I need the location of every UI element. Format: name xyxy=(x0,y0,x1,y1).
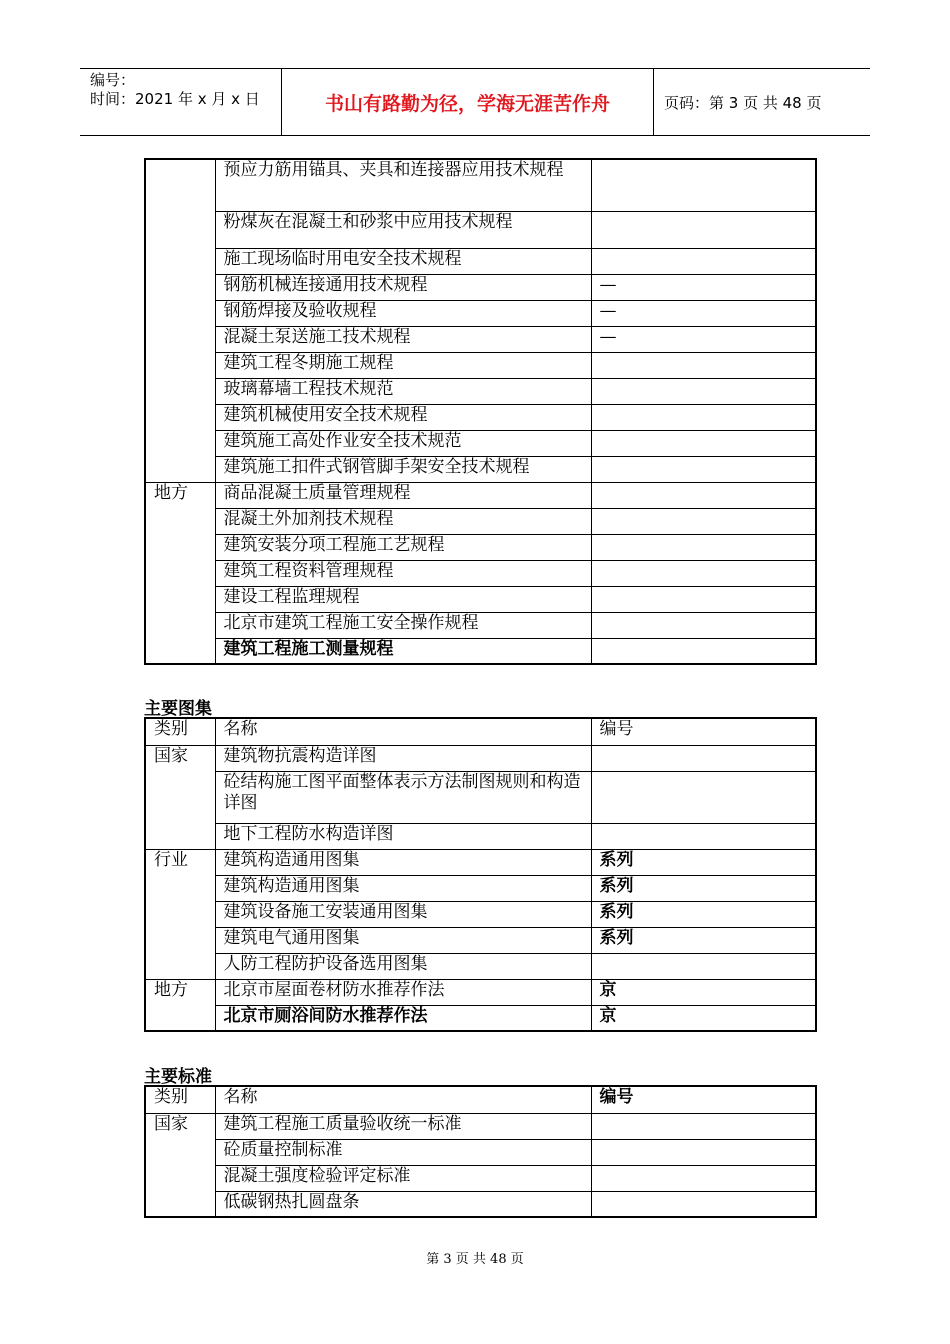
table-cell: 系列 xyxy=(591,875,816,901)
table-cell: 建筑工程施工质量验收统一标准 xyxy=(215,1113,591,1139)
table-cell xyxy=(591,560,816,586)
table-cell xyxy=(591,248,816,274)
table-cell: 建筑工程施工测量规程 xyxy=(215,638,591,664)
table-cell xyxy=(591,1113,816,1139)
table-cell: 建筑工程资料管理规程 xyxy=(215,560,591,586)
page-header xyxy=(80,68,870,136)
table-cell: — xyxy=(591,326,816,352)
table-cell: 北京市厕浴间防水推荐作法 xyxy=(215,1005,591,1031)
table-cell: 砼结构施工图平面整体表示方法制图规则和构造详图 xyxy=(215,771,591,823)
table-cell xyxy=(591,1191,816,1217)
header-page: 页码：第 3 页 共 48 页 xyxy=(664,93,822,112)
table-cell: 玻璃幕墙工程技术规范 xyxy=(215,378,591,404)
header-cell: 编号 xyxy=(591,718,816,745)
table-cell: 商品混凝土质量管理规程 xyxy=(215,482,591,508)
table-cell: 建筑机械使用安全技术规程 xyxy=(215,404,591,430)
table-cell: 京 xyxy=(591,1005,816,1031)
table-cell xyxy=(591,745,816,771)
table-cell: 混凝土泵送施工技术规程 xyxy=(215,326,591,352)
table-cell: 建筑施工扣件式钢管脚手架安全技术规程 xyxy=(215,456,591,482)
table-cell xyxy=(591,1165,816,1191)
table-cell: 系列 xyxy=(591,927,816,953)
header-meta xyxy=(80,69,282,135)
table-cell xyxy=(591,953,816,979)
table-cell: 钢筋焊接及验收规程 xyxy=(215,300,591,326)
table-cell: 建筑物抗震构造详图 xyxy=(215,745,591,771)
table-cell: 系列 xyxy=(591,849,816,875)
table-cell: 建筑安装分项工程施工艺规程 xyxy=(215,534,591,560)
table-cell xyxy=(591,211,816,248)
standards-table xyxy=(144,1085,817,1218)
header-cell: 名称 xyxy=(215,1086,591,1113)
table-cell: — xyxy=(591,300,816,326)
table-cell: 建设工程监理规程 xyxy=(215,586,591,612)
table-cell: 建筑构造通用图集 xyxy=(215,875,591,901)
table-cell: 预应力筋用锚具、夹具和连接器应用技术规程 xyxy=(215,159,591,211)
table-cell xyxy=(591,638,816,664)
table-cell: 建筑电气通用图集 xyxy=(215,927,591,953)
table-cell: 京 xyxy=(591,979,816,1005)
table-cell xyxy=(591,1139,816,1165)
table-cell: 建筑工程冬期施工规程 xyxy=(215,352,591,378)
table-cell: 钢筋机械连接通用技术规程 xyxy=(215,274,591,300)
table-cell xyxy=(591,823,816,849)
table-cell: 北京市建筑工程施工安全操作规程 xyxy=(215,612,591,638)
table-cell: 建筑构造通用图集 xyxy=(215,849,591,875)
table-cell xyxy=(591,456,816,482)
header-cell: 类别 xyxy=(145,718,215,745)
category-cell: 行业 xyxy=(145,849,215,875)
table-cell: 建筑设备施工安装通用图集 xyxy=(215,901,591,927)
specs-table xyxy=(144,158,817,665)
page-footer: 第 3 页 共 48 页 xyxy=(426,1252,524,1267)
table-cell: 人防工程防护设备选用图集 xyxy=(215,953,591,979)
header-cell: 名称 xyxy=(215,718,591,745)
table-cell xyxy=(591,404,816,430)
table-cell: 粉煤灰在混凝土和砂浆中应用技术规程 xyxy=(215,211,591,248)
category-cell: 国家 xyxy=(145,745,215,771)
table-cell xyxy=(591,771,816,823)
header-time: 时间：2021 年 x 月 x 日 xyxy=(90,90,260,108)
table-cell: 低碳钢热扎圆盘条 xyxy=(215,1191,591,1217)
table-cell: 系列 xyxy=(591,901,816,927)
table-cell: 建筑施工高处作业安全技术规范 xyxy=(215,430,591,456)
section-title-atlases: 主要图集 xyxy=(144,699,212,719)
table-cell xyxy=(591,508,816,534)
table-cell xyxy=(591,612,816,638)
table-cell xyxy=(591,586,816,612)
table-cell: 地下工程防水构造详图 xyxy=(215,823,591,849)
header-cell: 类别 xyxy=(145,1086,215,1113)
table-cell: — xyxy=(591,274,816,300)
table-cell xyxy=(591,534,816,560)
header-number: 编号： xyxy=(90,71,136,89)
table-cell xyxy=(591,482,816,508)
table-cell: 施工现场临时用电安全技术规程 xyxy=(215,248,591,274)
table-cell: 混凝土强度检验评定标准 xyxy=(215,1165,591,1191)
header-motto: 书山有路勤为径，学海无涯苦作舟 xyxy=(282,69,654,135)
category-cell: 地方 xyxy=(145,482,215,508)
table-cell: 砼质量控制标准 xyxy=(215,1139,591,1165)
table-cell: 北京市屋面卷材防水推荐作法 xyxy=(215,979,591,1005)
table-cell xyxy=(591,378,816,404)
table-cell xyxy=(591,430,816,456)
category-cell: 国家 xyxy=(145,1113,215,1139)
table-cell xyxy=(591,159,816,211)
table-cell: 混凝土外加剂技术规程 xyxy=(215,508,591,534)
header-cell: 编号 xyxy=(591,1086,816,1113)
section-title-standards: 主要标准 xyxy=(144,1067,212,1087)
table-cell xyxy=(591,352,816,378)
atlas-table xyxy=(144,717,817,1032)
category-cell: 地方 xyxy=(145,979,215,1005)
